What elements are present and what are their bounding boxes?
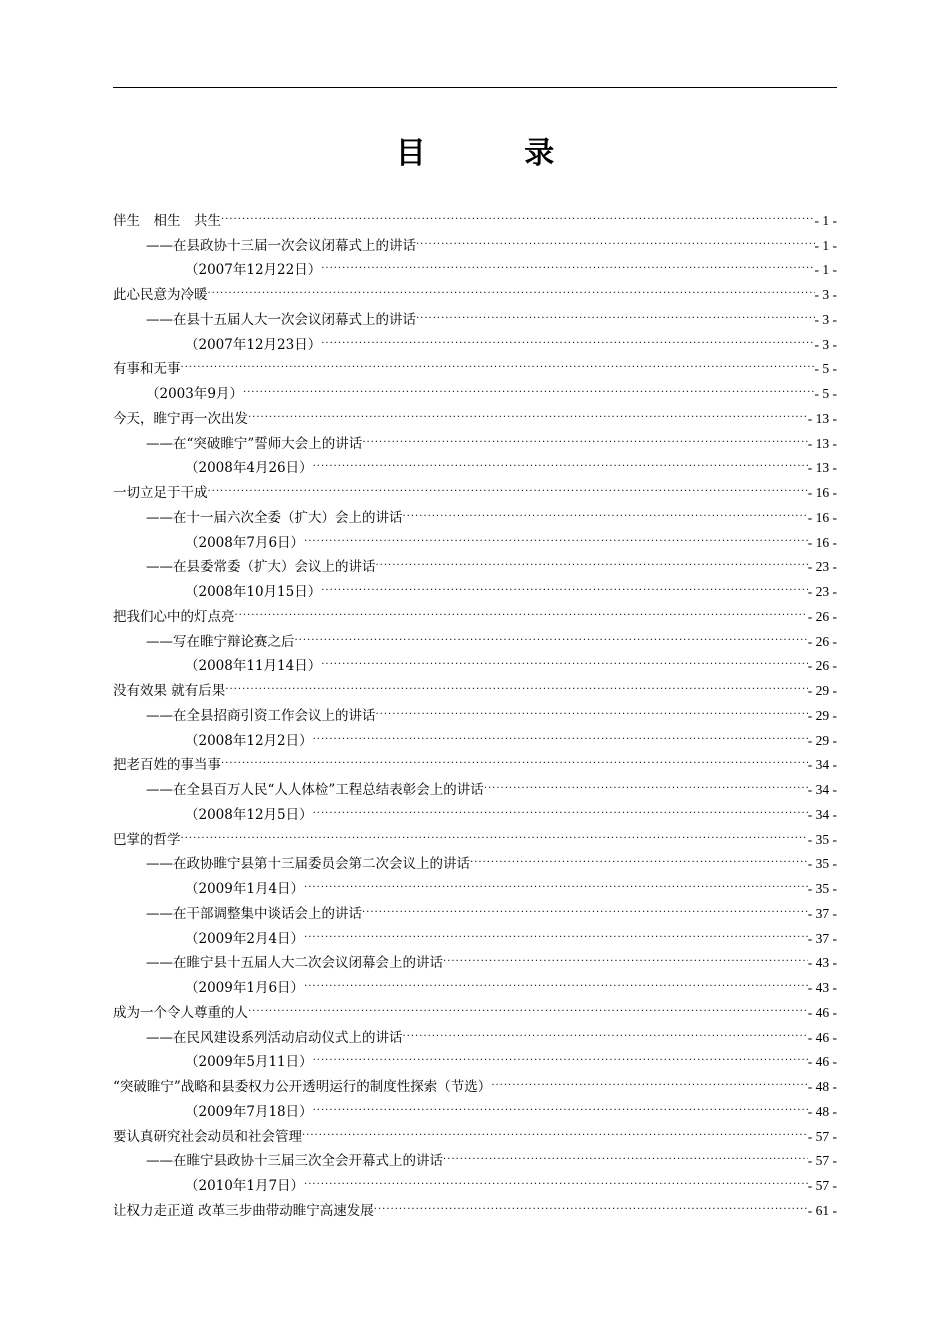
dot-leader xyxy=(376,695,808,720)
toc-entry-title: （2008年11月14日） xyxy=(185,658,322,675)
dot-leader xyxy=(313,1042,808,1067)
dot-leader xyxy=(181,349,815,374)
dot-leader xyxy=(313,794,808,819)
toc-entry-page-number: - 48 - xyxy=(807,1079,837,1094)
dot-leader xyxy=(321,324,814,349)
toc-entry-page-number: - 13 - xyxy=(807,460,837,476)
toc-entry-page-number: - 5 - xyxy=(814,386,837,401)
toc-entry-page-number: - 46 - xyxy=(807,1054,837,1070)
dot-leader xyxy=(313,1091,808,1116)
dot-leader xyxy=(362,893,808,918)
toc-entry-title: （2003年9月） xyxy=(146,386,243,402)
toc-entry-page-number: - 61 - xyxy=(807,1202,837,1218)
dot-leader xyxy=(443,1141,808,1166)
toc-entry-page-number: - 43 - xyxy=(807,955,837,971)
toc-entry-page-number: - 46 - xyxy=(807,1029,837,1045)
toc-entry-page-number: - 29 - xyxy=(807,707,837,723)
toc-entry-page-number: - 29 - xyxy=(807,683,837,698)
toc-entry-title: ——在全县招商引资工作会议上的讲话 xyxy=(146,707,376,724)
toc-entry-title: ——在“突破睢宁”誓师大会上的讲话 xyxy=(146,435,363,452)
dot-leader xyxy=(304,1165,808,1190)
toc-entry-title: 伴生 相生 共生 xyxy=(113,212,221,229)
toc-entry-title: （2009年5月11日） xyxy=(185,1054,313,1071)
toc-entry-page-number: - 57 - xyxy=(807,1128,837,1144)
toc-entry[interactable] xyxy=(113,497,837,526)
toc-entry-title: （2008年12月5日） xyxy=(185,806,313,823)
toc-entry-title: 成为一个令人尊重的人 xyxy=(113,1004,248,1021)
dot-leader xyxy=(221,745,808,770)
toc-entry-title: 有事和无事 xyxy=(113,361,181,378)
toc-entry-page-number: - 5 - xyxy=(814,361,837,377)
toc-entry-page-number: - 1 - xyxy=(814,212,837,228)
toc-entry-title: （2009年2月4日） xyxy=(185,930,305,947)
dot-leader xyxy=(491,1066,807,1091)
dot-leader xyxy=(235,596,808,621)
toc-entry-title: 把我们心中的灯点亮 xyxy=(113,608,235,625)
toc-title: 目 录 xyxy=(395,136,599,171)
toc-entry-title: ——在睢宁县十五届人大二次会议闭幕会上的讲话 xyxy=(146,955,443,972)
dot-leader xyxy=(484,769,808,794)
toc-entry-page-number: - 35 - xyxy=(807,831,837,847)
dot-leader xyxy=(304,522,808,547)
toc-entry-title: ——在十一届六次全委（扩大）会上的讲话 xyxy=(146,509,403,526)
dot-leader xyxy=(321,250,814,275)
toc-entry[interactable] xyxy=(113,373,837,402)
toc-entry[interactable] xyxy=(113,819,837,848)
dot-leader xyxy=(374,1190,808,1215)
dot-leader xyxy=(321,646,808,671)
toc-entry-title: （2007年12月23日） xyxy=(185,336,322,353)
toc-list xyxy=(113,200,837,1219)
toc-entry[interactable] xyxy=(113,769,837,798)
toc-entry-title: ——在县十五届人大一次会议闭幕式上的讲话 xyxy=(146,311,416,328)
toc-entry-page-number: - 13 - xyxy=(807,410,837,426)
dot-leader xyxy=(443,943,808,968)
toc-entry-title: ——在全县百万人民“人人体检”工程总结表彰会上的讲话 xyxy=(146,782,484,798)
toc-entry-title: 今天，睢宁再一次出发 xyxy=(113,410,248,427)
dot-leader xyxy=(313,448,808,473)
dot-leader xyxy=(313,720,808,745)
toc-entry-page-number: - 1 - xyxy=(814,262,837,278)
toc-entry[interactable] xyxy=(113,844,837,873)
toc-entry-title: ——写在睢宁辩论赛之后 xyxy=(146,633,295,650)
dot-leader xyxy=(416,225,815,250)
dot-leader xyxy=(248,992,808,1017)
toc-entry-page-number: - 57 - xyxy=(807,1153,837,1169)
toc-entry-page-number: - 3 - xyxy=(814,336,837,352)
dot-leader xyxy=(403,1017,808,1042)
toc-entry-page-number: - 46 - xyxy=(807,1004,837,1020)
toc-entry-title: （2008年4月26日） xyxy=(185,460,313,477)
toc-entry-title: （2008年10月15日） xyxy=(185,584,322,600)
dot-leader xyxy=(302,1116,808,1141)
dot-leader xyxy=(295,621,808,646)
toc-entry-page-number: - 35 - xyxy=(807,881,837,896)
dot-leader xyxy=(470,844,808,869)
dot-leader xyxy=(208,472,808,497)
toc-entry-title: ——在政协睢宁县第十三届委员会第二次会议上的讲话 xyxy=(146,856,470,873)
toc-entry-page-number: - 16 - xyxy=(807,534,837,550)
toc-entry-title: （2008年12月2日） xyxy=(185,732,313,749)
dot-leader xyxy=(243,373,815,398)
toc-entry-page-number: - 57 - xyxy=(807,1178,837,1193)
toc-entry-page-number: - 23 - xyxy=(807,559,837,575)
toc-entry-title: 没有效果 就有后果 xyxy=(113,683,226,699)
toc-entry-title: ——在睢宁县政协十三届三次全会开幕式上的讲话 xyxy=(146,1153,443,1170)
toc-entry[interactable] xyxy=(113,472,837,501)
dot-leader xyxy=(221,200,815,225)
toc-entry-page-number: - 16 - xyxy=(807,509,837,525)
toc-entry-title: 此心民意为冷暖 xyxy=(113,287,208,303)
toc-entry-page-number: - 13 - xyxy=(807,435,837,451)
dot-leader xyxy=(376,547,808,572)
dot-leader xyxy=(181,819,808,844)
toc-entry-title: ——在民风建设系列活动启动仪式上的讲话 xyxy=(146,1029,403,1046)
toc-entry-title: （2008年7月6日） xyxy=(185,534,305,551)
toc-entry-title: （2009年1月4日） xyxy=(185,881,305,897)
toc-entry[interactable] xyxy=(113,299,837,328)
dot-leader xyxy=(225,670,807,695)
toc-entry-page-number: - 3 - xyxy=(814,311,837,327)
toc-entry-page-number: - 3 - xyxy=(814,287,837,302)
toc-entry-page-number: - 26 - xyxy=(807,658,837,674)
dot-leader xyxy=(304,967,808,992)
toc-entry-page-number: - 37 - xyxy=(807,930,837,946)
dot-leader xyxy=(321,571,808,596)
dot-leader xyxy=(248,398,808,423)
toc-entry-page-number: - 43 - xyxy=(807,980,837,995)
toc-entry-page-number: - 48 - xyxy=(807,1103,837,1119)
toc-entry-title: 把老百姓的事当事 xyxy=(113,757,221,774)
toc-entry-page-number: - 29 - xyxy=(807,732,837,748)
dot-leader xyxy=(304,918,808,943)
dot-leader xyxy=(304,868,808,893)
toc-entry-title: ——在干部调整集中谈话会上的讲话 xyxy=(146,905,362,922)
header-rule xyxy=(113,87,837,88)
toc-entry[interactable] xyxy=(113,349,837,378)
toc-entry-page-number: - 26 - xyxy=(807,608,837,624)
toc-entry[interactable] xyxy=(113,274,837,303)
toc-entry[interactable] xyxy=(113,200,837,229)
dot-leader xyxy=(403,497,808,522)
dot-leader xyxy=(208,274,815,299)
toc-entry-title: “突破睢宁”战略和县委权力公开透明运行的制度性探索（节选） xyxy=(113,1079,492,1095)
toc-entry-title: 要认真研究社会动员和社会管理 xyxy=(113,1128,302,1145)
toc-entry-page-number: - 35 - xyxy=(807,856,837,872)
toc-entry-title: 让权力走正道 改革三步曲带动睢宁高速发展 xyxy=(113,1202,374,1219)
toc-entry-title: 一切立足于干成 xyxy=(113,485,208,501)
toc-entry-title: （2007年12月22日） xyxy=(185,262,322,279)
dot-leader xyxy=(416,299,815,324)
toc-entry-title: ——在县政协十三届一次会议闭幕式上的讲话 xyxy=(146,237,416,254)
toc-entry[interactable] xyxy=(113,745,837,774)
toc-entry-page-number: - 34 - xyxy=(807,782,837,797)
toc-entry-page-number: - 37 - xyxy=(807,905,837,921)
toc-entry-page-number: - 1 - xyxy=(814,237,837,253)
toc-entry-page-number: - 23 - xyxy=(807,584,837,599)
toc-entry-page-number: - 16 - xyxy=(807,485,837,500)
toc-entry-page-number: - 26 - xyxy=(807,633,837,649)
toc-entry-page-number: - 34 - xyxy=(807,806,837,822)
toc-entry-title: ——在县委常委（扩大）会议上的讲话 xyxy=(146,559,376,576)
toc-entry[interactable] xyxy=(113,225,837,254)
toc-entry-page-number: - 34 - xyxy=(807,757,837,773)
dot-leader xyxy=(362,423,807,448)
toc-entry-title: 巴掌的哲学 xyxy=(113,831,181,848)
toc-entry-title: （2009年1月6日） xyxy=(185,980,305,996)
toc-entry-title: （2010年1月7日） xyxy=(185,1178,305,1194)
toc-entry-title: （2009年7月18日） xyxy=(185,1103,313,1120)
